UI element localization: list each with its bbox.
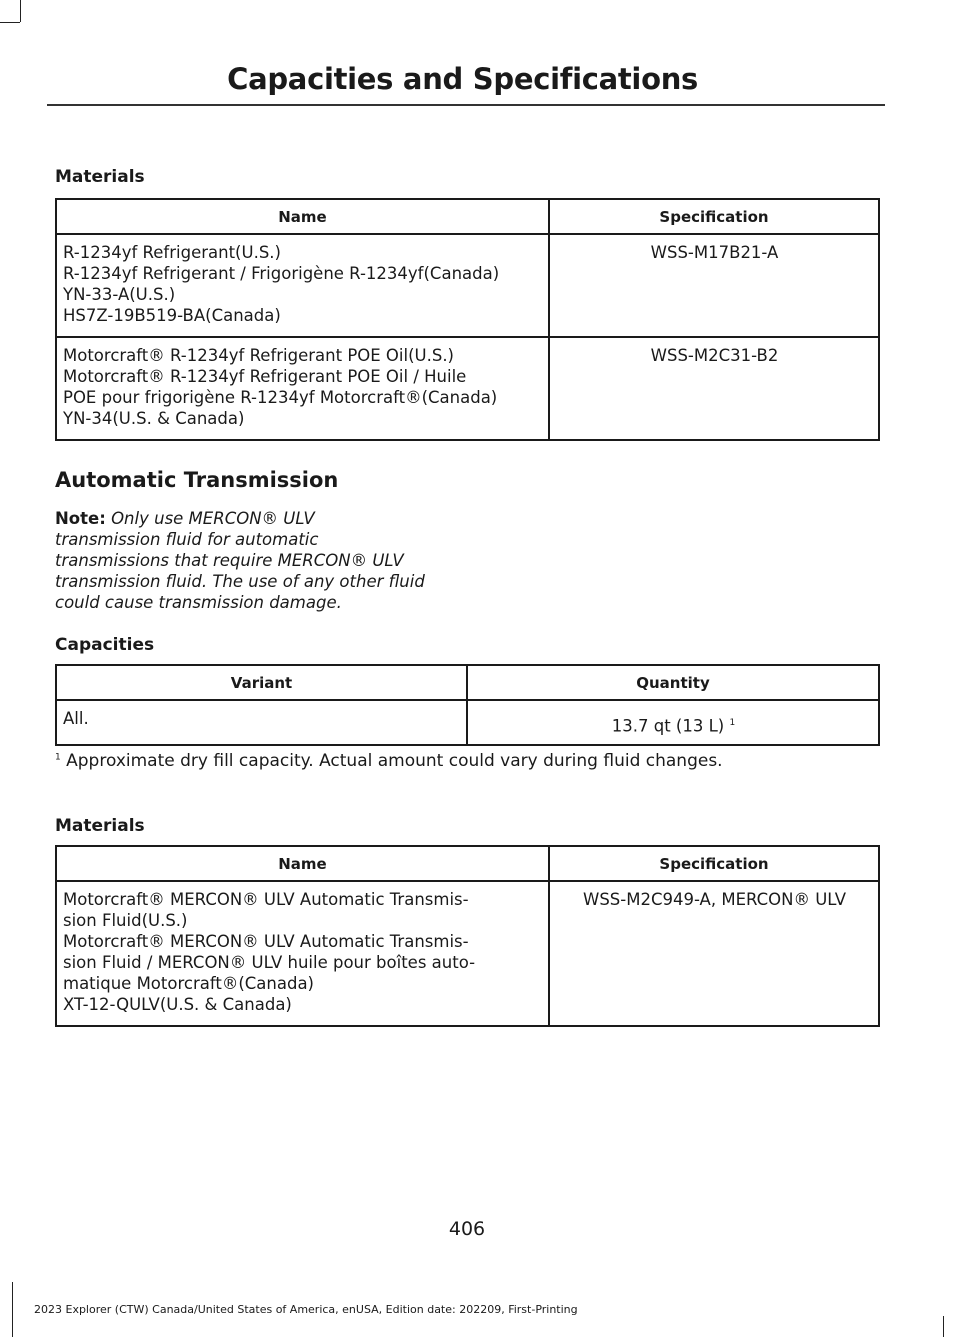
quantity-value: 13.7 qt (13 L)	[611, 716, 725, 736]
page-number: 406	[448, 1218, 486, 1240]
footnote-reference: 1	[729, 718, 736, 728]
note-text: transmission fluid. The use of any other fluid	[55, 572, 425, 591]
material-name-line: XT-12-QULV(U.S. & Canada)	[63, 995, 292, 1014]
table-row	[56, 337, 879, 440]
transmission-note	[55, 508, 475, 613]
section-heading-automatic-transmission: Automatic Transmission	[55, 468, 339, 492]
material-name-line: YN-34(U.S. & Canada)	[63, 409, 245, 428]
material-name-line: R-1234yf Refrigerant / Frigorigène R-1234yf(Canada)	[63, 264, 500, 283]
capacities-label: Capacities	[55, 635, 155, 655]
variant-cell: All.	[56, 700, 467, 745]
material-name-line: sion Fluid(U.S.)	[63, 911, 188, 930]
quantity-cell	[467, 700, 879, 745]
capacities-table	[55, 664, 880, 746]
material-specification-cell: WSS-M17B21-A	[549, 234, 879, 337]
title-rule	[47, 104, 885, 106]
crop-mark-bottom-right	[943, 1316, 944, 1337]
material-name-line: POE pour frigorigène R-1234yf Motorcraft®(Canada)	[63, 388, 498, 407]
material-name-cell	[56, 234, 549, 337]
material-name-line: R-1234yf Refrigerant(U.S.)	[63, 243, 281, 262]
table-header-row	[56, 846, 879, 881]
material-name-line: HS7Z-19B519-BA(Canada)	[63, 306, 281, 325]
material-name-cell	[56, 881, 549, 1026]
column-header-quantity: Quantity	[467, 665, 879, 700]
material-name-line: YN-33-A(U.S.)	[63, 285, 176, 304]
material-name-line: Motorcraft® R-1234yf Refrigerant POE Oil / Huile	[63, 367, 467, 386]
note-text: transmissions that require MERCON® ULV	[55, 551, 404, 570]
refrigerant-materials-table	[55, 198, 880, 441]
transmission-materials-table	[55, 845, 880, 1027]
column-header-name: Name	[56, 846, 549, 881]
chapter-title: Capacities and Specifications	[227, 62, 698, 96]
crop-mark-bottom-left	[12, 1282, 13, 1337]
column-header-name: Name	[56, 199, 549, 234]
refrigerant-materials-label: Materials	[55, 167, 145, 187]
table-row	[56, 700, 879, 745]
crop-mark-top-left	[20, 0, 21, 22]
capacity-footnote	[55, 751, 723, 771]
note-text: Only use MERCON® ULV	[105, 509, 315, 528]
note-text: could cause transmission damage.	[55, 593, 342, 612]
crop-mark-top-left-h	[0, 22, 20, 23]
material-name-line: Motorcraft® MERCON® ULV Automatic Transmis-	[63, 932, 469, 951]
material-name-cell	[56, 337, 549, 440]
table-header-row	[56, 665, 879, 700]
note-label: Note:	[55, 509, 106, 528]
footer-edition: 2023 Explorer (CTW) Canada/United States of America, enUSA, Edition date: 202209, First-Printing	[34, 1303, 578, 1316]
material-specification-cell: WSS-M2C949-A, MERCON® ULV	[549, 881, 879, 1026]
footnote-text: Approximate dry fill capacity. Actual amount could vary during fluid changes.	[60, 751, 723, 771]
table-header-row	[56, 199, 879, 234]
material-name-line: Motorcraft® MERCON® ULV Automatic Transmis-	[63, 890, 469, 909]
material-name-line: Motorcraft® R-1234yf Refrigerant POE Oil(U.S.)	[63, 346, 454, 365]
column-header-specification: Specification	[549, 846, 879, 881]
table-row	[56, 881, 879, 1026]
note-text: transmission fluid for automatic	[55, 530, 319, 549]
transmission-materials-label: Materials	[55, 816, 145, 836]
footnote-mark: 1	[55, 752, 61, 763]
column-header-specification: Specification	[549, 199, 879, 234]
column-header-variant: Variant	[56, 665, 467, 700]
material-name-line: matique Motorcraft®(Canada)	[63, 974, 314, 993]
material-name-line: sion Fluid / MERCON® ULV huile pour boîtes auto-	[63, 953, 476, 972]
table-row	[56, 234, 879, 337]
material-specification-cell: WSS-M2C31-B2	[549, 337, 879, 440]
